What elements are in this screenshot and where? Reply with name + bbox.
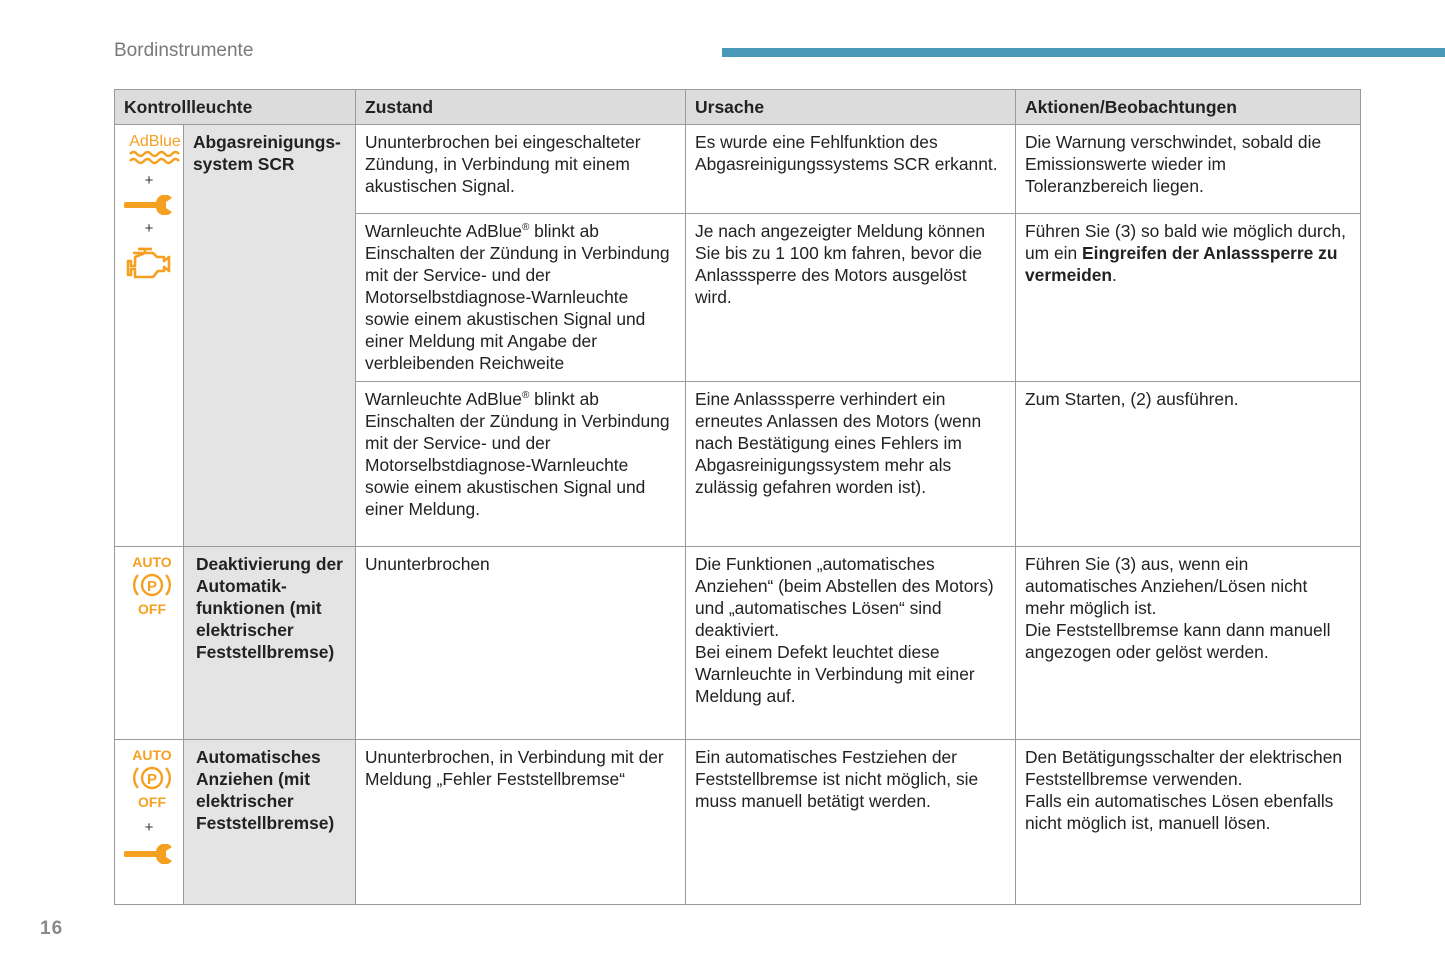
auto-anziehen-icons-cell <box>115 740 184 905</box>
aktion-cell: Führen Sie (3) aus, wenn ein automatisches Anziehen/Lösen nicht mehr möglich ist. Die Feststellbremse kann dann manuell angezogen oder gelöst werden. <box>1016 547 1361 740</box>
auto-label: AUTO <box>132 747 172 763</box>
col-header-ursache: Ursache <box>686 90 1016 125</box>
p-label: P <box>146 578 158 595</box>
zustand-text: blinkt ab Einschalten der Zündung in Verbindung mit der Service- und der Motorselbstdiagnose-Warnleuchte sowie einem akustischen Signal und einer Meldung. <box>365 389 670 519</box>
auto-park-off-icon <box>124 746 180 810</box>
plus-sign: + <box>144 819 154 836</box>
zustand-cell: Ununterbrochen <box>356 547 686 740</box>
auto-label: AUTO <box>132 554 172 570</box>
aktion-text: Führen Sie (3) so bald wie möglich durch, um ein <box>1025 221 1346 263</box>
zustand-text: Warnleuchte AdBlue <box>365 221 522 241</box>
p-label: P <box>146 771 158 788</box>
adblue-icon-label: AdBlue <box>129 133 181 150</box>
ursache-cell: Die Funktionen „automatisches Anziehen“ (beim Abstellen des Motors) und „automatisches Lösen“ sind deaktiviert. Bei einem Defekt leuchtet diese Warnleuchte in Verbindung mit einer Meldung auf. <box>686 547 1016 740</box>
ursache-cell: Eine Anlasssperre verhindert ein erneutes Anlassen des Motors (wenn nach Bestätigung eines Fehlers im Abgasreinigungssystem mehr als zulässig gefahren worden ist). <box>686 382 1016 547</box>
col-header-aktionen: Aktionen/Beobachtungen <box>1016 90 1361 125</box>
zustand-cell: Ununterbrochen bei eingeschalteter Zündung, in Verbindung mit einem akustischen Signal. <box>356 125 686 214</box>
aktion-cell <box>1016 214 1361 382</box>
col-header-zustand: Zustand <box>356 90 686 125</box>
wrench-icon <box>124 195 174 215</box>
zustand-text: blinkt ab Einschalten der Zündung in Verbindung mit der Service- und der Motorselbstdiagnose-Warnleuchte sowie einem akustischen Signal und einer Meldung mit Angabe der verbleibenden Reichweite <box>365 221 670 373</box>
table-row <box>115 125 1361 214</box>
deaktivierung-name-cell: Deaktivierung der Automatik-funktionen (mit elektrischer Feststellbremse) <box>184 547 356 740</box>
engine-icon <box>124 245 174 281</box>
warning-lights-table <box>114 89 1361 905</box>
zustand-text: Warnleuchte AdBlue <box>365 389 522 409</box>
off-label: OFF <box>138 601 166 617</box>
ursache-cell: Ein automatisches Festziehen der Feststellbremse ist nicht möglich, sie muss manuell betätigt werden. <box>686 740 1016 905</box>
plus-sign: + <box>144 220 154 237</box>
table-header-row <box>115 90 1361 125</box>
plus-sign: + <box>144 172 154 189</box>
adblue-icon <box>124 131 186 167</box>
table-row <box>115 740 1361 905</box>
zustand-cell <box>356 382 686 547</box>
aktion-text: . <box>1112 265 1117 285</box>
ursache-cell: Je nach angezeigter Meldung können Sie bis zu 1 100 km fahren, bevor die Anlasssperre des Motors ausgelöst wird. <box>686 214 1016 382</box>
aktion-cell: Zum Starten, (2) ausführen. <box>1016 382 1361 547</box>
aktion-cell: Die Warnung verschwindet, sobald die Emissionswerte wieder im Toleranzbereich liegen. <box>1016 125 1361 214</box>
ursache-cell: Es wurde eine Fehlfunktion des Abgasreinigungssystems SCR erkannt. <box>686 125 1016 214</box>
table-row <box>115 547 1361 740</box>
auto-off-icons-cell <box>115 547 184 740</box>
automatisches-anziehen-name-cell: Automatisches Anziehen (mit elektrischer Feststellbremse) <box>184 740 356 905</box>
header-accent-bar <box>722 48 1445 57</box>
scr-name-cell: Abgasreinigungs-system SCR <box>184 125 356 547</box>
off-label: OFF <box>138 794 166 810</box>
zustand-cell <box>356 214 686 382</box>
col-header-kontrollleuchte: Kontrollleuchte <box>115 90 356 125</box>
scr-icons-cell <box>115 125 184 547</box>
aktion-cell: Den Betätigungsschalter der elektrischen Feststellbremse verwenden. Falls ein automatisches Lösen ebenfalls nicht möglich ist, manuell lösen. <box>1016 740 1361 905</box>
registered-mark: ® <box>521 222 530 234</box>
auto-park-off-icon <box>124 553 180 617</box>
registered-mark: ® <box>521 390 530 402</box>
aktion-bold-text: Eingreifen der Anlasssperre zu vermeiden <box>1025 243 1338 285</box>
section-title: Bordinstrumente <box>114 40 254 61</box>
wrench-icon <box>124 844 174 864</box>
page-number: 16 <box>40 918 64 939</box>
zustand-cell: Ununterbrochen, in Verbindung mit der Meldung „Fehler Feststellbremse“ <box>356 740 686 905</box>
